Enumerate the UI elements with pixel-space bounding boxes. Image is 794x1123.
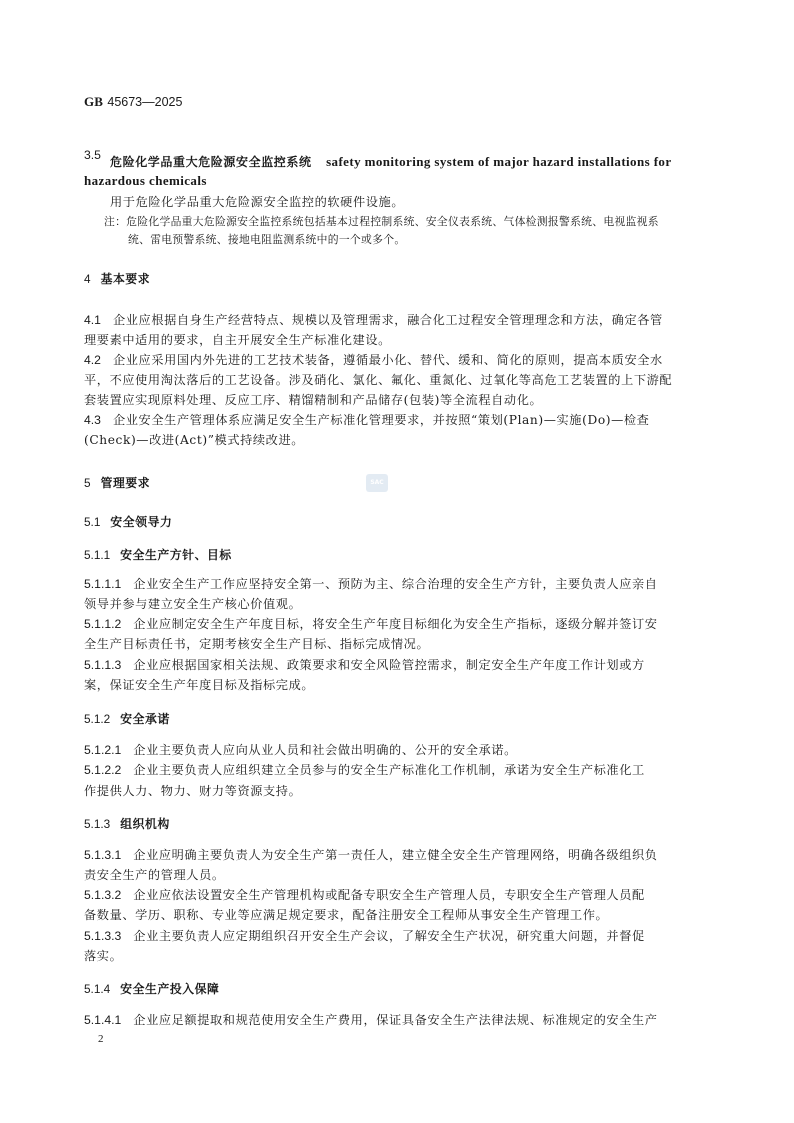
clause-4-1-cont: 理要素中适用的要求，自主开展安全生产标准化建设。 [84, 333, 391, 347]
clause-5-1-2-2: 5.1.2.2 企业主要负责人应组织建立全员参与的安全生产标准化工作机制，承诺为安全生产标准化工 [84, 763, 645, 777]
term-zh: 危险化学品重大危险源安全监控系统 [110, 155, 312, 169]
clause-4-3-cont: (Check)—改进(Act)”模式持续改进。 [84, 433, 305, 447]
term-en-cont: hazardous chemicals [84, 173, 207, 188]
clause-4-1: 4.1 企业应根据自身生产经营特点、规模以及管理需求，融合化工过程安全管理理念和方法，确定各管 [84, 313, 663, 327]
clause-4-2-cont: 平，不应使用淘汰落后的工艺设备。涉及硝化、氯化、氟化、重氮化、过氧化等高危工艺装置的上下游配 [84, 373, 673, 387]
section-5-1-1-heading: 5.1.1 安全生产方针、目标 [84, 548, 232, 562]
clause-5-1-3-2-cont: 备数量、学历、职称、专业等应满足规定要求，配备注册安全工程师从事安全生产管理工作。 [84, 908, 609, 922]
clause-5-1-3-1: 5.1.3.1 企业应明确主要负责人为安全生产第一责任人，建立健全安全生产管理网络，明确各级组织负 [84, 848, 658, 862]
clause-5-1-1-3: 5.1.1.3 企业应根据国家相关法规、政策要求和安全风险管控需求，制定安全生产年度工作计划或方 [84, 658, 645, 672]
term-en: safety monitoring system of major hazard installations for [326, 154, 672, 169]
sac-watermark-logo: SAC [366, 474, 388, 492]
clause-4-2-cont2: 套装置应实现原料处理、反应工序、精馏精制和产品储存(包装)等全流程自动化。 [84, 393, 543, 407]
clause-4-2: 4.2 企业应采用国内外先进的工艺技术装备，遵循最小化、替代、缓和、简化的原则，提高本质安全水 [84, 353, 663, 367]
standard-prefix: GB [84, 94, 104, 109]
clause-5-1-3-3: 5.1.3.3 企业主要负责人应定期组织召开安全生产会议，了解安全生产状况，研究重大问题，并督促 [84, 929, 645, 943]
section-4-heading: 4 基本要求 [84, 272, 151, 286]
section-5-1-heading: 5.1 安全领导力 [84, 515, 173, 529]
section-5-heading: 5 管理要求 [84, 476, 151, 490]
clause-5-1-3-3-cont: 落实。 [84, 949, 123, 963]
page-number: 2 [98, 1033, 104, 1045]
term-number: 3.5 [84, 148, 101, 162]
clause-5-1-1-2: 5.1.1.2 企业应制定安全生产年度目标，将安全生产年度目标细化为安全生产指标，逐级分解并签订安 [84, 617, 658, 631]
term-note-cont: 统、雷电预警系统、接地电阻监测系统中的一个或多个。 [128, 233, 406, 246]
clause-4-3: 4.3 企业安全生产管理体系应满足安全生产标准化管理要求，并按照“策划(Plan)—实施(Do)—检查 [84, 413, 650, 427]
clause-5-1-1-1: 5.1.1.1 企业安全生产工作应坚持安全第一、预防为主、综合治理的安全生产方针，主要负责人应亲自 [84, 577, 658, 591]
term-definition: 用于危险化学品重大危险源安全监控的软硬件设施。 [110, 195, 405, 209]
clause-5-1-3-2: 5.1.3.2 企业应依法设置安全生产管理机构或配备专职安全生产管理人员，专职安全生产管理人员配 [84, 888, 645, 902]
section-5-1-2-heading: 5.1.2 安全承诺 [84, 712, 170, 726]
term-heading [110, 155, 730, 169]
clause-5-1-1-2-cont: 全生产目标责任书，定期考核安全生产目标、指标完成情况。 [84, 637, 430, 651]
section-5-1-3-heading: 5.1.3 组织机构 [84, 817, 170, 831]
clause-5-1-3-1-cont: 责安全生产的管理人员。 [84, 868, 225, 882]
term-note: 注：危险化学品重大危险源安全监控系统包括基本过程控制系统、安全仪表系统、气体检测报警系统、电视监视系 [104, 215, 659, 228]
clause-5-1-2-1: 5.1.2.1 企业主要负责人应向从业人员和社会做出明确的、公开的安全承诺。 [84, 743, 517, 757]
clause-5-1-2-2-cont: 作提供人力、物力、财力等资源支持。 [84, 784, 302, 798]
clause-5-1-4-1: 5.1.4.1 企业应足额提取和规范使用安全生产费用，保证具备安全生产法律法规、标准规定的安全生产 [84, 1013, 658, 1027]
clause-5-1-1-3-cont: 案，保证安全生产年度目标及指标完成。 [84, 678, 315, 692]
section-5-1-4-heading: 5.1.4 安全生产投入保障 [84, 982, 220, 996]
standard-number: 45673—2025 [107, 95, 183, 109]
standard-header [84, 94, 182, 110]
clause-5-1-1-1-cont: 领导并参与建立安全生产核心价值观。 [84, 597, 302, 611]
